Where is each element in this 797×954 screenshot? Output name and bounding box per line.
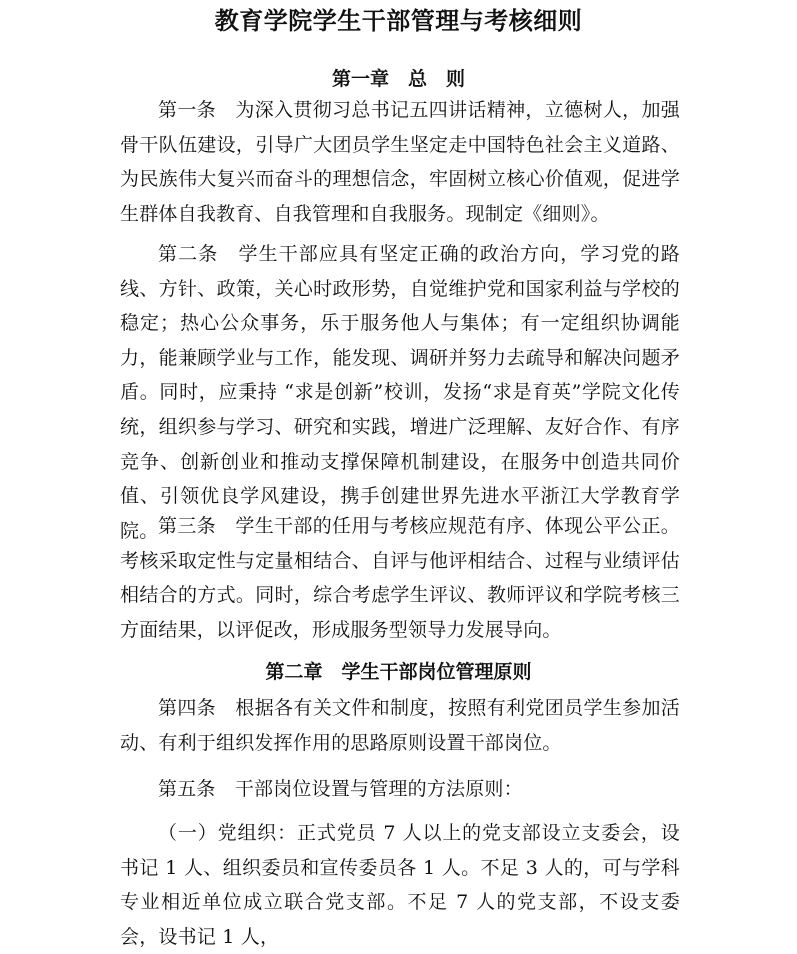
document-title: 教育学院学生干部管理与考核细则 (214, 7, 583, 35)
article-2 (120, 237, 680, 548)
article-label: 第五条 (158, 778, 216, 800)
article-label: 第一条 (158, 99, 217, 121)
article-text: 学生干部的任用与考核应规范有序、体现公平公正。考核采取定性与定量相结合、自评与他评相结合、过程与业绩评估相结合的方式。同时，综合考虑学生评议、教师评议和学院考核三方面结果，以评促改，形成服务型领导力发展导向。 (120, 515, 680, 641)
chapter-heading-2: 第二章 学生干部岗位管理原则 (265, 661, 532, 683)
article-text: 学生干部应具有坚定正确的政治方向，学习党的路线、方针、政策，关心时政形势，自觉维护党和国家利益与学校的稳定；热心公众事务，乐于服务他人与集体；有一定组织协调能力，能兼顾学业与工作，能发现、调研并努力去疏导和解决问题矛盾。同时，应秉持 “求是创新”校训，发扬“求是育英”学院文化传统，组织参与学习、研究和实践，增进广泛理解、友好合作、有序竞争、创新创业和推动支撑保障机制建设，在服务中创造共同价值、引领优良学风建设，携手创建世界先进水平浙江大学教育学院。 (120, 243, 681, 542)
article-text: 为深入贯彻习总书记五四讲话精神，立德树人，加强骨干队伍建设，引导广大团员学生坚定走中国特色社会主义道路、为民族伟大复兴而奋斗的理想信念，牢固树立核心价值观，促进学生群体自我教育、自我管理和自我服务。现制定《细则》。 (120, 99, 680, 225)
item-text: 正式党员 7 人以上的党支部设立支委会，设书记 1 人、组织委员和宣传委员各 1 人。不足 3 人的，可与学科专业相近单位成立联合党支部。不足 7 人的党支部，不设支委会，设书记 1 人， (120, 822, 680, 948)
article-4 (120, 691, 680, 760)
article-1 (120, 93, 680, 231)
article-text: 干部岗位设置与管理的方法原则： (234, 778, 523, 800)
item-label: （一）党组织： (158, 822, 298, 844)
article-text: 根据各有关文件和制度，按照有利党团员学生参加活动、有利于组织发挥作用的思路原则设置干部岗位。 (120, 697, 680, 754)
article-3 (120, 509, 680, 647)
article-5-item-1 (120, 816, 680, 954)
chapter-heading-1: 第一章 总 则 (331, 68, 465, 90)
article-label: 第三条 (158, 515, 217, 537)
article-label: 第二条 (158, 243, 219, 265)
article-5 (120, 772, 680, 807)
article-label: 第四条 (158, 697, 217, 719)
